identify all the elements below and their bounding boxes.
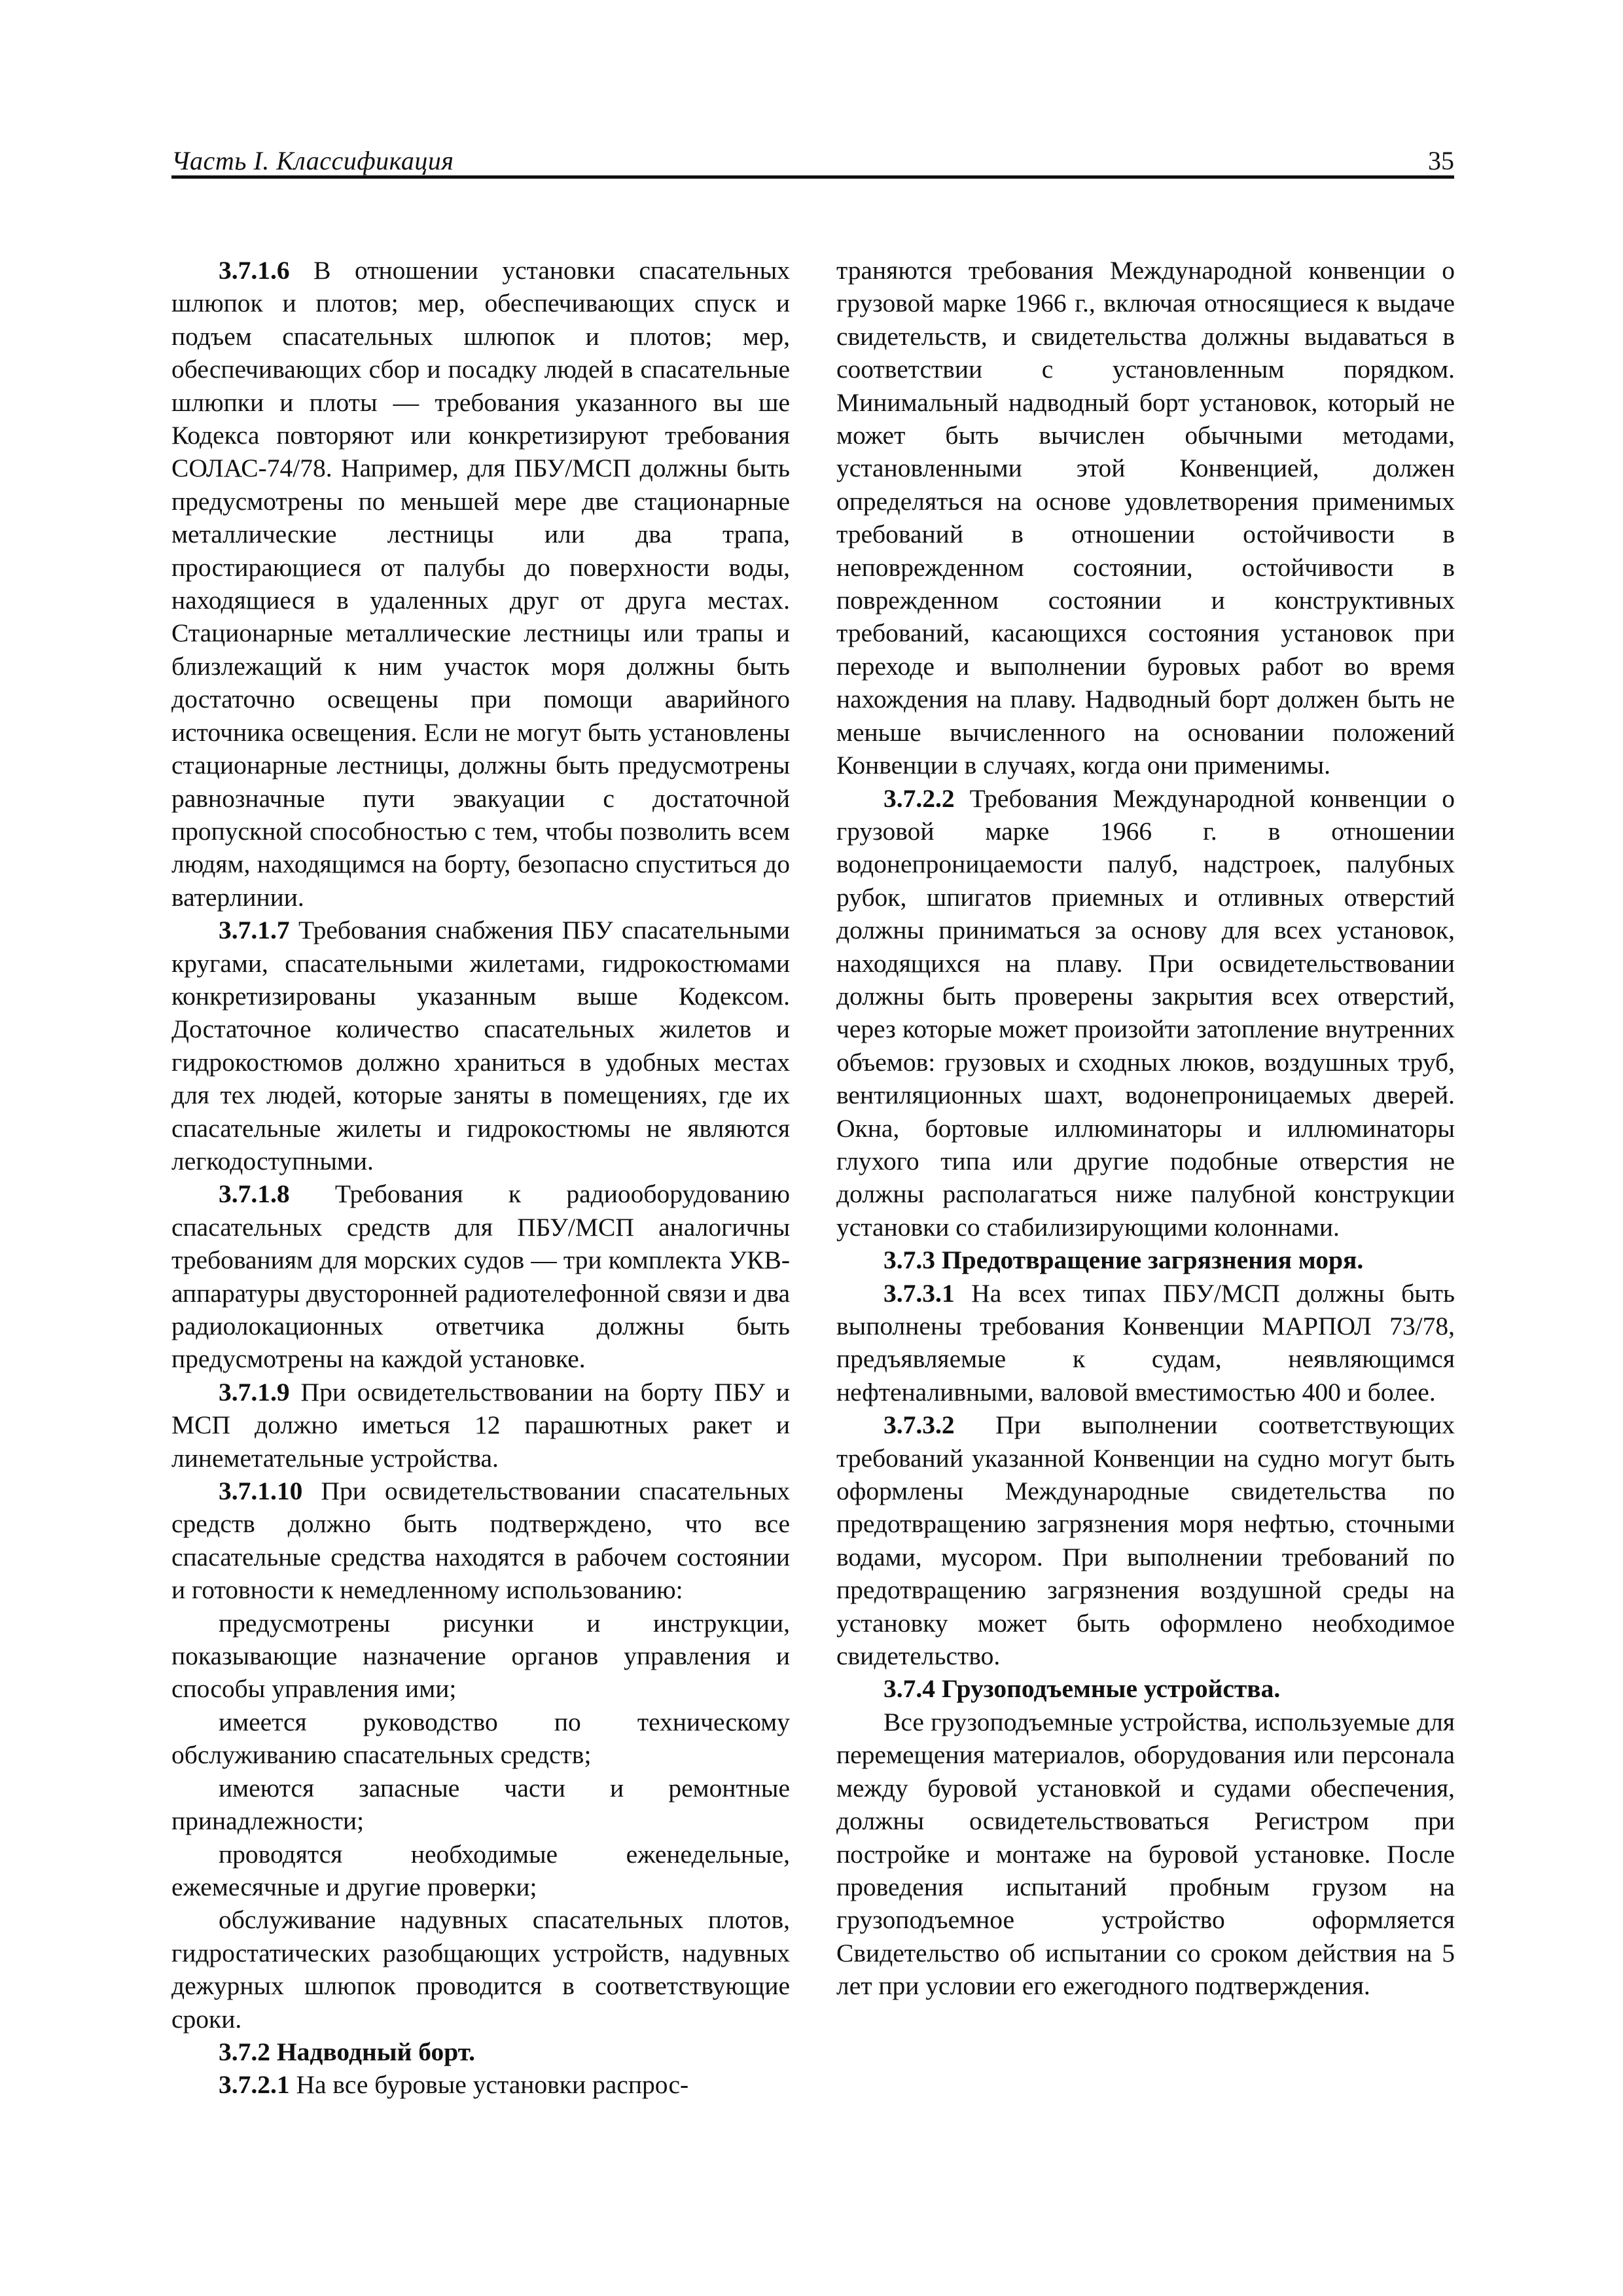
clause-number: 3.7.1.6 [219, 256, 290, 285]
paragraph-text: предусмотрены рисунки и инструкции, показывающие назначение органов управления и способы управления ими; [171, 1608, 790, 1704]
section-heading [836, 1244, 1455, 1276]
list-item [171, 1772, 790, 1838]
right-column [836, 254, 1455, 2003]
paragraph [836, 1408, 1455, 1672]
clause-number: 3.7.1.7 [219, 916, 290, 945]
page-number: 35 [1428, 146, 1454, 175]
clause-number: 3.7.1.9 [219, 1377, 290, 1407]
running-header [171, 145, 1454, 178]
paragraph-text: проводятся необходимые еженедельные, ежемесячные и другие проверки; [171, 1839, 790, 1901]
list-item [171, 1903, 790, 2036]
header-title: Часть I. Классификация [171, 146, 454, 175]
paragraph-text: имеются запасные части и ремонтные принадлежности; [171, 1773, 790, 1836]
heading-text: 3.7.3 Предотвращение загрязнения моря. [883, 1246, 1364, 1275]
clause-number: 3.7.3.1 [883, 1278, 955, 1308]
paragraph-text: Требования Международной конвенции о грузовой марке 1966 г. в отношении водонепроницаемости палуб, надстроек, палубных рубок, шпигатов приемных и отливных отверстий должны приниматься за основу для всех установок, находящихся на плаву. При освидетельствовании должны быть проверены закрытия всех отверстий, через которые может произойти затопление внутренних объемов: грузовых и сходных люков, воздушных труб, вентиляционных шахт, водонепроницаемых дверей. Окна, бортовые иллюминаторы и иллюминаторы глухого типа или другие подобные отверстия не должны располагаться ниже палубной конструкции установки со стабилизирующими колоннами. [836, 783, 1455, 1242]
clause-number: 3.7.1.8 [219, 1179, 290, 1209]
paragraph-text: Требования к радиооборудованию спасательных средств для ПБУ/МСП аналогичны требованиям для морских судов — три комплекта УКВ-аппаратуры двусторонней радиотелефонной связи и два радиолокационных ответчика должны быть предусмотрены на каждой установке. [171, 1179, 790, 1374]
paragraph-text: В отношении установки спасательных шлюпок и плотов; мер, обеспечивающих спуск и подъем спасательных шлюпок и плотов; мер, обеспечивающих сбор и посадку людей в спасательные шлюпки и плоты — требования указанного вы ше Кодекса повторяют или конкретизируют требования СОЛАС-74/78. Например, для ПБУ/МСП должны быть предусмотрены по меньшей мере две стационарные металлические лестницы или два трапа, простирающиеся от палубы до поверхности воды, находящиеся в удаленных друг от друга местах. Стационарные металлические лестницы или трапы и близлежащий к ним участок моря должны быть достаточно освещены при помощи аварийного источника освещения. Если не могут быть установлены стационарные лестницы, должны быть предусмотрены равнозначные пути эвакуации с достаточной пропускной способностью с тем, чтобы позволить всем людям, находящимся на борту, безопасно спуститься до ватерлинии. [171, 256, 790, 912]
paragraph-text: имеется руководство по техническому обслуживанию спасательных средств; [171, 1707, 790, 1770]
section-heading [836, 1672, 1455, 1705]
paragraph-text: При освидетельствовании на борту ПБУ и МСП должно иметься 12 парашютных ракет и линеметательные устройства. [171, 1377, 790, 1473]
list-item [171, 1706, 790, 1772]
paragraph [836, 782, 1455, 1244]
left-column [171, 254, 790, 2102]
paragraph-continuation [836, 254, 1455, 782]
paragraph [171, 254, 790, 914]
clause-number: 3.7.1.10 [219, 1477, 303, 1506]
paragraph-text: На всех типах ПБУ/МСП должны быть выполнены требования Конвенции МАРПОЛ 73/78, предъявляемые к судам, неявляющимся нефтеналивными, валовой вместимостью 400 и более. [836, 1278, 1455, 1407]
paragraph-text: Требования снабжения ПБУ спасательными кругами, спасательными жилетами, гидрокостюмами конкретизированы указанным выше Кодексом. Достаточное количество спасательных жилетов и гидрокостюмов должно храниться в удобных местах для тех людей, которые заняты в помещениях, где их спасательные жилеты и гидрокостюмы не являются легкодоступными. [171, 916, 790, 1175]
clause-number: 3.7.3.2 [883, 1410, 955, 1440]
list-item [171, 1607, 790, 1706]
paragraph-text: На все буровые установки распрос- [289, 2070, 689, 2100]
paragraph [171, 1376, 790, 1475]
paragraph [836, 1277, 1455, 1409]
paragraph-text: обслуживание надувных спасательных плотов, гидростатических разобщающих устройств, надувных дежурных шлюпок проводится в соответствующие сроки. [171, 1905, 790, 2034]
paragraph [171, 2068, 790, 2101]
paragraph-text: При выполнении соответствующих требований указанной Конвенции на судно могут быть оформлены Международные свидетельства по предотвращению загрязнения моря нефтью, сточными водами, мусором. При выполнении требований по предотвращению загрязнения воздушной среды на установку может быть оформлено необходимое свидетельство. [836, 1410, 1455, 1671]
paragraph-text: При освидетельствовании спасательных средств должно быть подтверждено, что все спасательные средства находятся в рабочем состоянии и готовности к немедленному использованию: [171, 1477, 790, 1605]
section-heading [171, 2036, 790, 2068]
header-rule [171, 175, 1454, 179]
paragraph [171, 914, 790, 1177]
paragraph [171, 1475, 790, 1607]
paragraph-text: Все грузоподъемные устройства, используемые для перемещения материалов, оборудования или персонала между буровой установкой и судами обеспечения, должны освидетельствоваться Регистром при постройке и монтаже на буровой установке. После проведения испытаний пробным грузом на грузоподъемное устройство оформляется Свидетельство об испытании со сроком действия на 5 лет при условии его ежегодного подтверждения. [836, 1707, 1455, 2001]
list-item [171, 1838, 790, 1904]
paragraph-text: траняются требования Международной конвенции о грузовой марке 1966 г., включая относящиеся к выдаче свидетельств, и свидетельства должны выдаваться в соответствии с установленным порядком. Минимальный надводный борт установок, который не может быть вычислен обычными методами, установленными этой Конвенцией, должен определяться на основе удовлетворения применимых требований в отношении остойчивости в неповрежденном состоянии, остойчивости в поврежденном состоянии и конструктивных требований, касающихся состояния установок при переходе и выполнении буровых работ во время нахождения на плаву. Надводный борт должен быть не меньше вычисленного на основании положений Конвенции в случаях, когда они применимы. [836, 256, 1455, 780]
clause-number: 3.7.2.1 [219, 2070, 290, 2100]
paragraph [171, 1177, 790, 1375]
paragraph [836, 1706, 1455, 2003]
clause-number: 3.7.2.2 [883, 783, 955, 813]
heading-text: 3.7.2 Надводный борт. [219, 2037, 475, 2066]
heading-text: 3.7.4 Грузоподъемные устройства. [883, 1674, 1281, 1704]
